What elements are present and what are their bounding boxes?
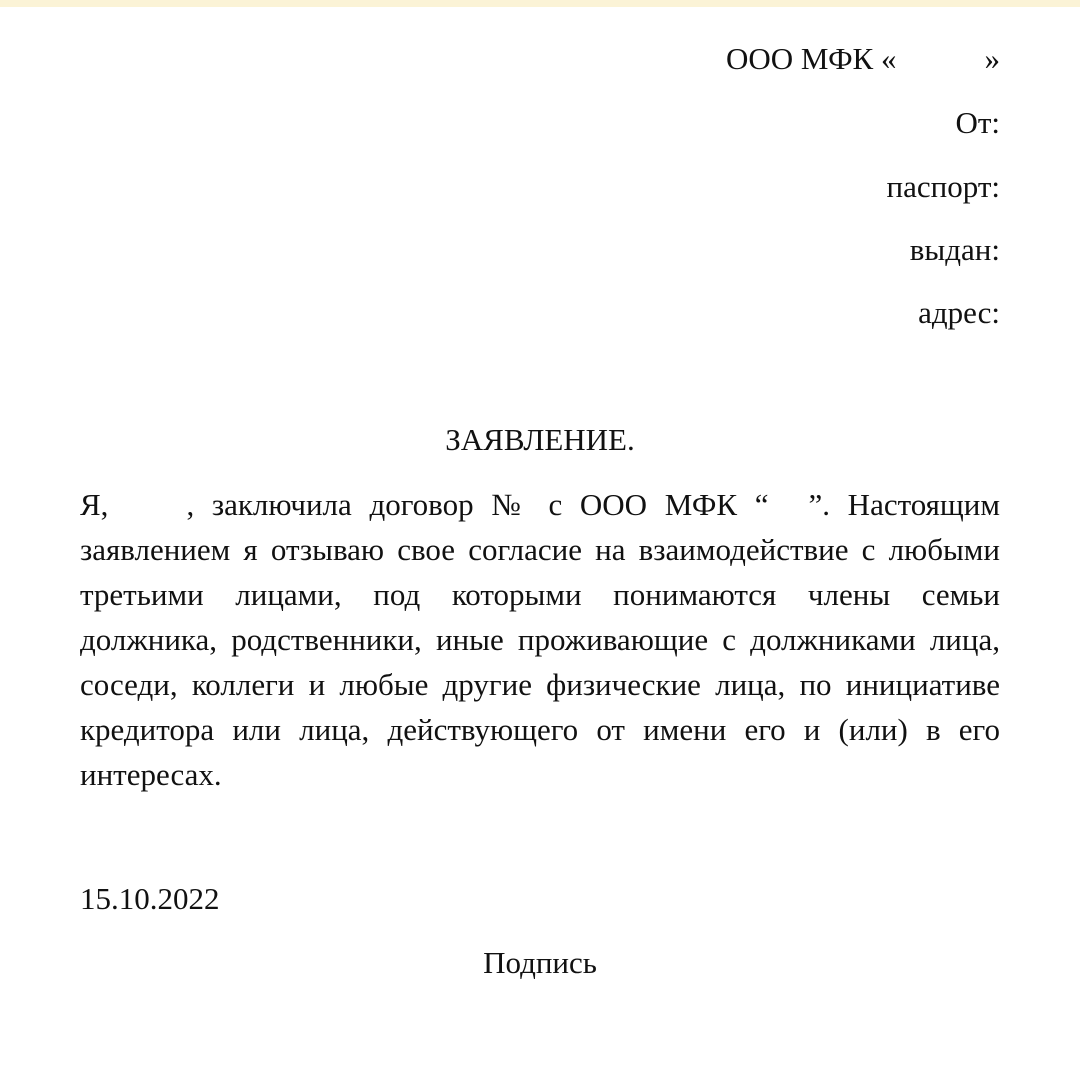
statement-after-quote: ”. Настоящим: [808, 487, 1000, 522]
statement-intro-prefix: Я,: [80, 487, 109, 522]
signature-label: Подпись: [483, 945, 597, 980]
statement-main-text: заявлением я отзываю свое согласие на взаимодействие с любыми третьими лицами, под которыми понимаются члены семьи должника, родственники, иные проживающие с должниками лица, соседи, коллеги и любые другие физические лица, по инициативе кредитора или лица, действующего от имени его и (или) в его интересах.: [80, 532, 1000, 792]
from-label: От:: [955, 105, 1000, 140]
passport-label: паспорт:: [886, 169, 1000, 204]
issued-label: выдан:: [909, 232, 1000, 267]
recipient-organization-close: »: [984, 41, 1000, 76]
statement-contract-text: , заключила договор № с ООО МФК “: [186, 487, 769, 522]
document-title: ЗАЯВЛЕНИЕ.: [445, 422, 635, 457]
statement-date: 15.10.2022: [80, 881, 220, 916]
statement-body: [80, 482, 1000, 797]
recipient-organization: ООО МФК «: [726, 41, 897, 76]
recipient-organization-line: [726, 43, 1000, 74]
address-label: адрес:: [918, 295, 1000, 330]
